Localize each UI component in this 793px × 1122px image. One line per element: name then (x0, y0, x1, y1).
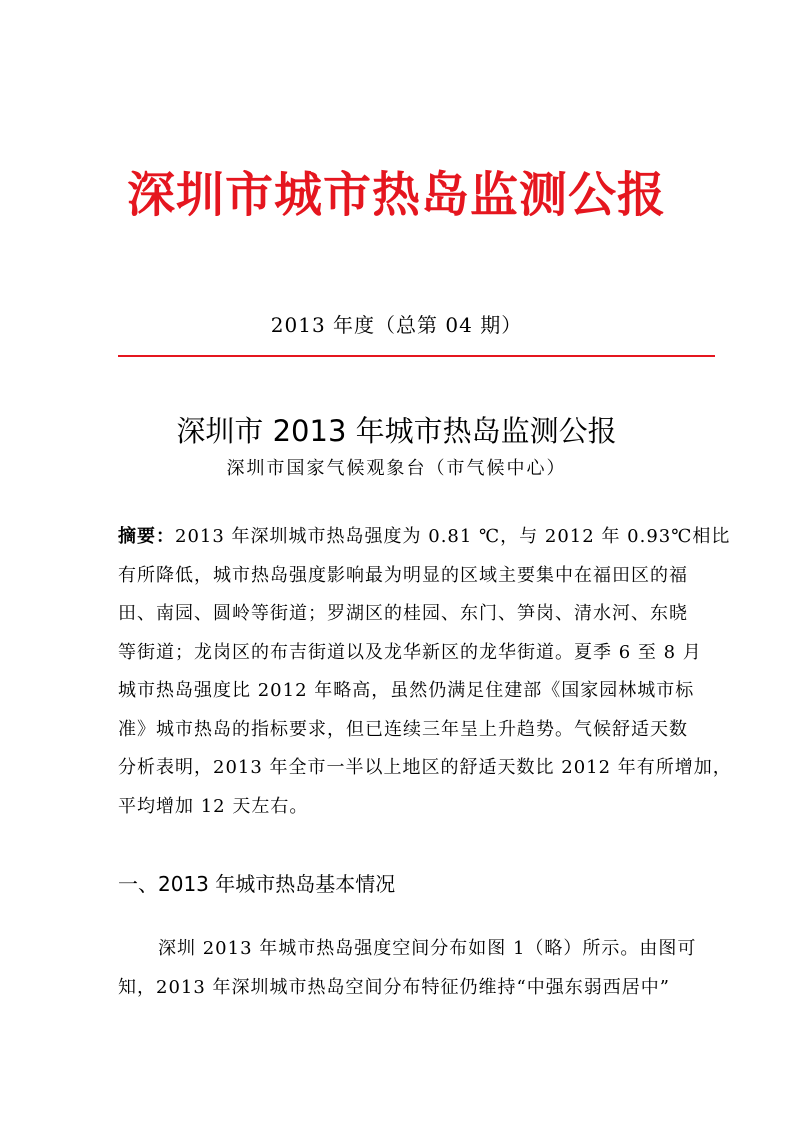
issue-number: 2013 年度（总第 04 期） (270, 313, 523, 337)
body-paragraph (118, 930, 697, 1007)
masthead-title: 深圳市城市热岛监测公报 (126, 167, 666, 223)
abstract-label: 摘要： (118, 526, 175, 547)
abstract-line: 等街道；龙岗区的布吉街道以及龙华新区的龙华街道。夏季 6 至 8 月 (118, 641, 702, 663)
document-title: 深圳市 2013 年城市热岛监测公报 (176, 414, 617, 448)
abstract-text: 2013 年深圳城市热岛强度为 0.81 ℃，与 2012 年 0.93℃相比 (175, 526, 731, 547)
abstract-paragraph (118, 518, 732, 826)
abstract-line: 有所降低，城市热岛强度影响最为明显的区域主要集中在福田区的福 (118, 564, 688, 586)
abstract-line: 平均增加 12 天左右。 (118, 795, 309, 817)
issuing-organization: 深圳市国家气候观象台（市气候中心） (226, 458, 567, 479)
red-divider (118, 355, 715, 357)
body-line: 深圳 2013 年城市热岛强度空间分布如图 1（略）所示。由图可 (158, 938, 697, 959)
body-line: 知，2013 年深圳城市热岛空间分布特征仍维持“中强东弱西居中” (118, 976, 670, 998)
abstract-line (118, 518, 731, 557)
abstract-line: 城市热岛强度比 2012 年略高，虽然仍满足住建部《国家园林城市标 (118, 680, 695, 701)
abstract-line: 准》城市热岛的指标要求，但已连续三年呈上升趋势。气候舒适天数 (118, 718, 688, 740)
section-heading: 一、2013 年城市热岛基本情况 (118, 872, 396, 896)
abstract-line: 田、南园、圆岭等街道；罗湖区的桂园、东门、笋岗、清水河、东晓 (118, 603, 688, 624)
abstract-line: 分析表明，2013 年全市一半以上地区的舒适天数比 2012 年有所增加， (118, 757, 732, 778)
